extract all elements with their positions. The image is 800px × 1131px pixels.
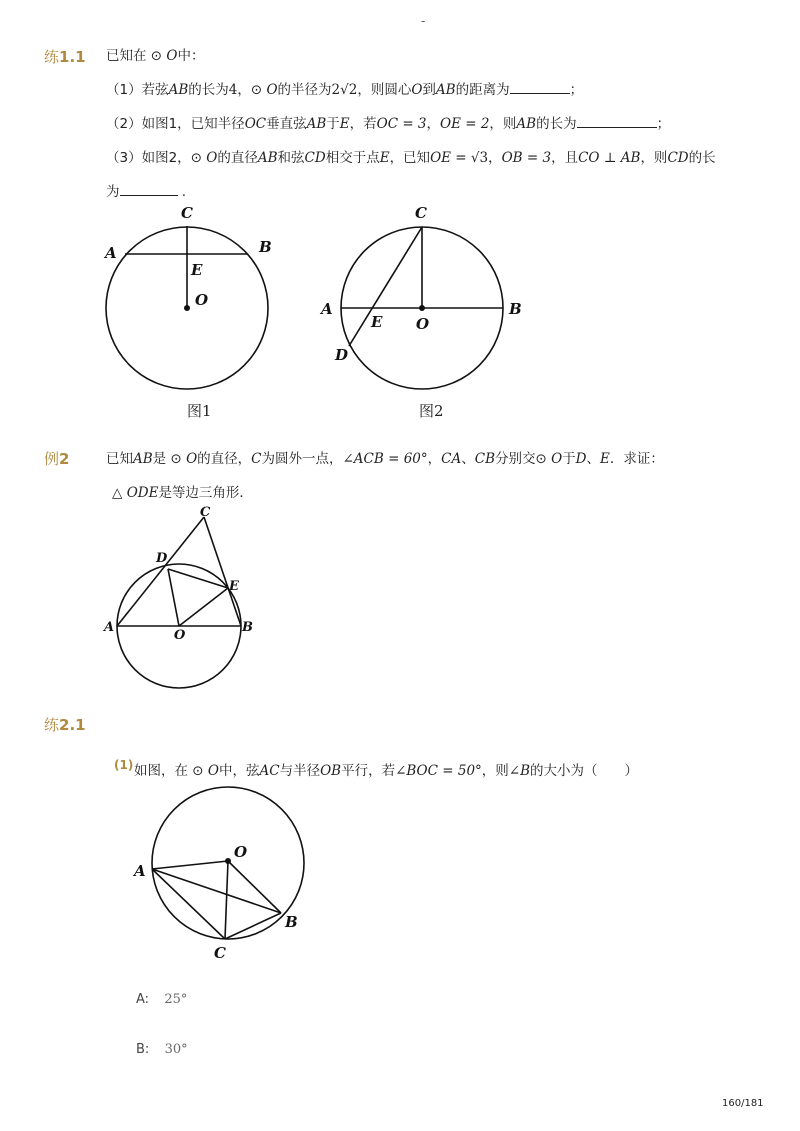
q3-text: 如图，在 ⊙ O中，弦AC与半径OB平行，若∠BOC = 50°，则∠B的大小为（ ）: [134, 763, 639, 779]
q1-intro: 已知在 ⊙ O中：: [106, 48, 205, 64]
fig2-label-d: D: [335, 346, 349, 364]
figure-q2: [98, 502, 268, 697]
fig1-center-dot: [184, 305, 190, 311]
answer-blank[interactable]: [120, 183, 178, 196]
fig1-label-c: C: [181, 204, 193, 222]
fig1-label-a: A: [105, 244, 117, 262]
fig2-label-b: B: [509, 300, 522, 318]
answer-blank[interactable]: [510, 81, 570, 94]
fig2-label-o: O: [416, 315, 430, 333]
q1-part3: （3）如图2，⊙ O的直径AB和弦CD相交于点E，已知OE = √3，OB = 3，且CO ⊥ AB，则CD的长: [106, 150, 716, 166]
fig1-label-e: E: [191, 261, 203, 279]
q3-chord-ab: [152, 869, 281, 913]
figure-q3: [128, 782, 318, 962]
fig2-caption: 图2: [419, 402, 444, 420]
q2-label-d: D: [156, 551, 168, 566]
fig2-label-e: E: [371, 313, 383, 331]
q1-part1: （1）若弦AB的长为4，⊙ O的半径为2√2，则圆心O到AB的距离为 ；: [106, 82, 584, 98]
q3-label-c: C: [214, 944, 226, 962]
option-b[interactable]: B: 30°: [136, 1042, 188, 1057]
q2-label-e: E: [229, 579, 239, 594]
q1-part3-line2: 为 .: [106, 184, 187, 200]
fig2-label-c: C: [415, 204, 427, 222]
q2-line-oe: [179, 588, 228, 626]
answer-blank[interactable]: [577, 115, 657, 128]
sub-question-number: (1): [114, 758, 134, 772]
question-label-2-1: 练2.1: [44, 716, 86, 734]
page-number: 160/181: [722, 1098, 764, 1109]
option-a[interactable]: A: 25°: [136, 992, 188, 1007]
fig1-label-o: O: [195, 291, 209, 309]
q3-center-dot: [225, 858, 231, 864]
q3-radius-ob: [228, 861, 281, 913]
q1-part2: （2）如图1，已知半径OC垂直弦AB于E，若OC = 3，OE = 2，则AB的长为 ；: [106, 116, 671, 132]
q3-label-o: O: [234, 843, 248, 861]
q2-label-o: O: [174, 628, 186, 643]
fig2-chord-cd: [349, 227, 422, 346]
fig2-label-a: A: [321, 300, 333, 318]
fig2-center-dot: [419, 305, 425, 311]
q3-radius-oc: [225, 861, 228, 939]
q2-line-ac: [117, 517, 204, 626]
q3-line-ao: [152, 861, 228, 869]
q2-line-od: [168, 569, 179, 626]
header-dash: -: [421, 14, 426, 28]
q2-label-c: C: [200, 505, 211, 520]
q3-label-b: B: [285, 913, 298, 931]
q2-label-a: A: [104, 620, 115, 635]
q2-text: 已知AB是 ⊙ O的直径，C为圆外一点，∠ACB = 60°，CA、CB分别交⊙ O于D、E．求证：: [106, 451, 664, 467]
fig1-caption: 图1: [187, 402, 212, 420]
figure-1: [95, 198, 295, 428]
q3-label-a: A: [134, 862, 146, 880]
q2-label-b: B: [242, 620, 253, 635]
fig1-label-b: B: [259, 238, 272, 256]
question-label-1-1: 练1.1: [44, 48, 86, 66]
question-label-2: 例2: [44, 450, 70, 468]
figure-2: [315, 198, 535, 428]
q2-text-line2: △ ODE是等边三角形．: [112, 485, 253, 501]
